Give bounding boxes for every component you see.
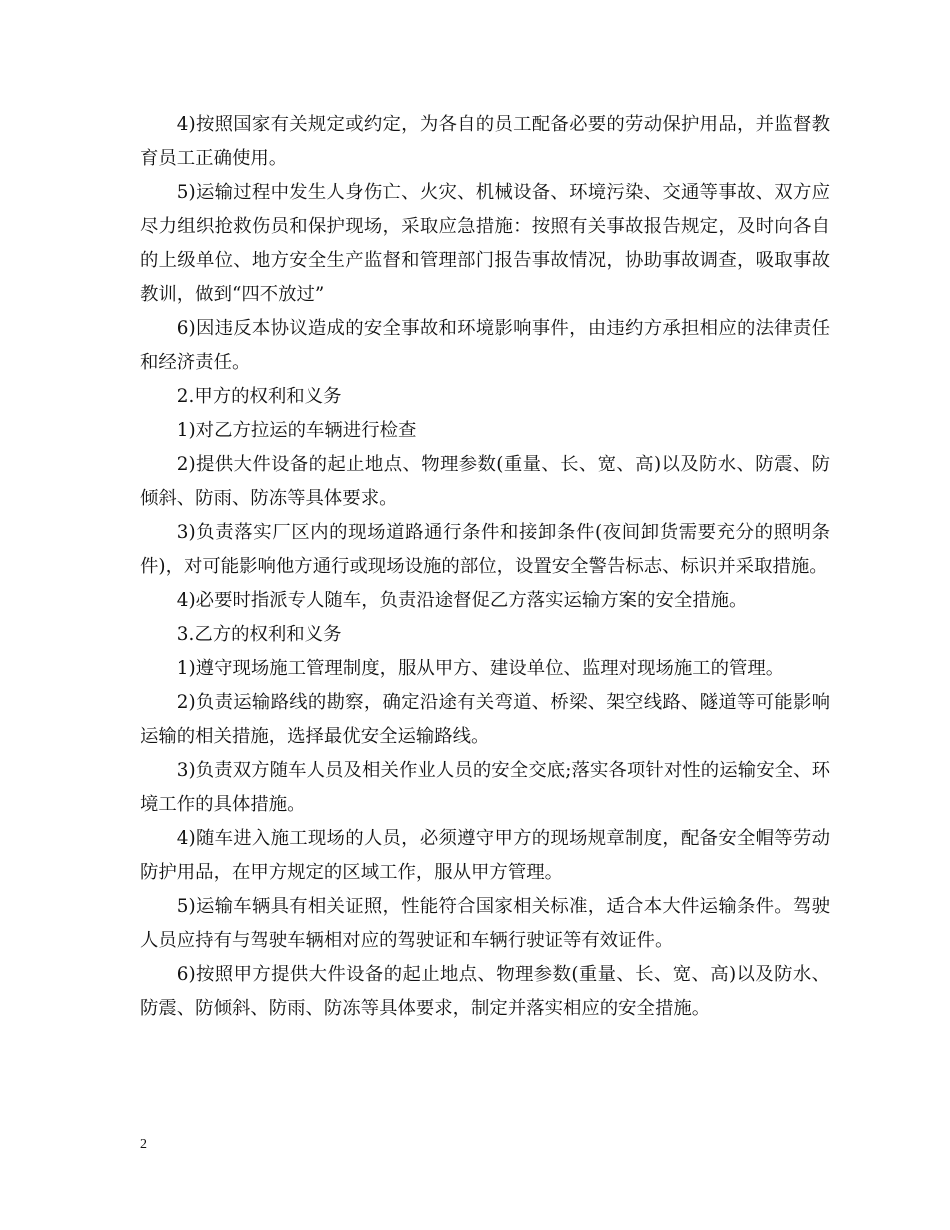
- paragraph: 6)因违反本协议造成的安全事故和环境影响事件，由违约方承担相应的法律责任和经济责任。: [140, 318, 830, 373]
- paragraph: 1)对乙方拉运的车辆进行检查: [176, 420, 417, 441]
- paragraph: 5)运输车辆具有相关证照，性能符合国家相关标准，适合本大件运输条件。驾驶人员应持有与驾驶车辆相对应的驾驶证和车辆行驶证等有效证件。: [140, 896, 830, 951]
- section-heading: 3.乙方的权利和义务: [176, 624, 342, 645]
- paragraph: 4)必要时指派专人随车，负责沿途督促乙方落实运输方案的安全措施。: [176, 590, 748, 611]
- paragraph: 4)随车进入施工现场的人员，必须遵守甲方的现场规章制度，配备安全帽等劳动防护用品，在甲方规定的区域工作，服从甲方管理。: [140, 828, 830, 883]
- paragraph: 2)负责运输路线的勘察，确定沿途有关弯道、桥梁、架空线路、隧道等可能影响运输的相关措施，选择最优安全运输路线。: [140, 692, 830, 747]
- paragraph: 5)运输过程中发生人身伤亡、火灾、机械设备、环境污染、交通等事故、双方应尽力组织抢救伤员和保护现场，采取应急措施：按照有关事故报告规定，及时向各自的上级单位、地方安全生产监督和管理部门报告事故情况，协助事故调查，吸取事故教训，做到“四不放过”: [140, 182, 830, 305]
- paragraph: 3)负责双方随车人员及相关作业人员的安全交底;落实各项针对性的运输安全、环境工作的具体措施。: [140, 760, 830, 815]
- page-number: 2: [140, 1137, 147, 1152]
- document-body: [140, 108, 830, 1026]
- section-heading: 2.甲方的权利和义务: [176, 386, 342, 407]
- paragraph: 6)按照甲方提供大件设备的起止地点、物理参数(重量、长、宽、高)以及防水、防震、防倾斜、防雨、防冻等具体要求，制定并落实相应的安全措施。: [140, 964, 830, 1019]
- paragraph: 3)负责落实厂区内的现场道路通行条件和接卸条件(夜间卸货需要充分的照明条件)，对可能影响他方通行或现场设施的部位，设置安全警告标志、标识并采取措施。: [140, 522, 830, 577]
- paragraph: 1)遵守现场施工管理制度，服从甲方、建设单位、监理对现场施工的管理。: [176, 658, 785, 679]
- paragraph: 4)按照国家有关规定或约定，为各自的员工配备必要的劳动保护用品，并监督教育员工正确使用。: [140, 114, 830, 169]
- paragraph: 2)提供大件设备的起止地点、物理参数(重量、长、宽、高)以及防水、防震、防倾斜、防雨、防冻等具体要求。: [140, 454, 830, 509]
